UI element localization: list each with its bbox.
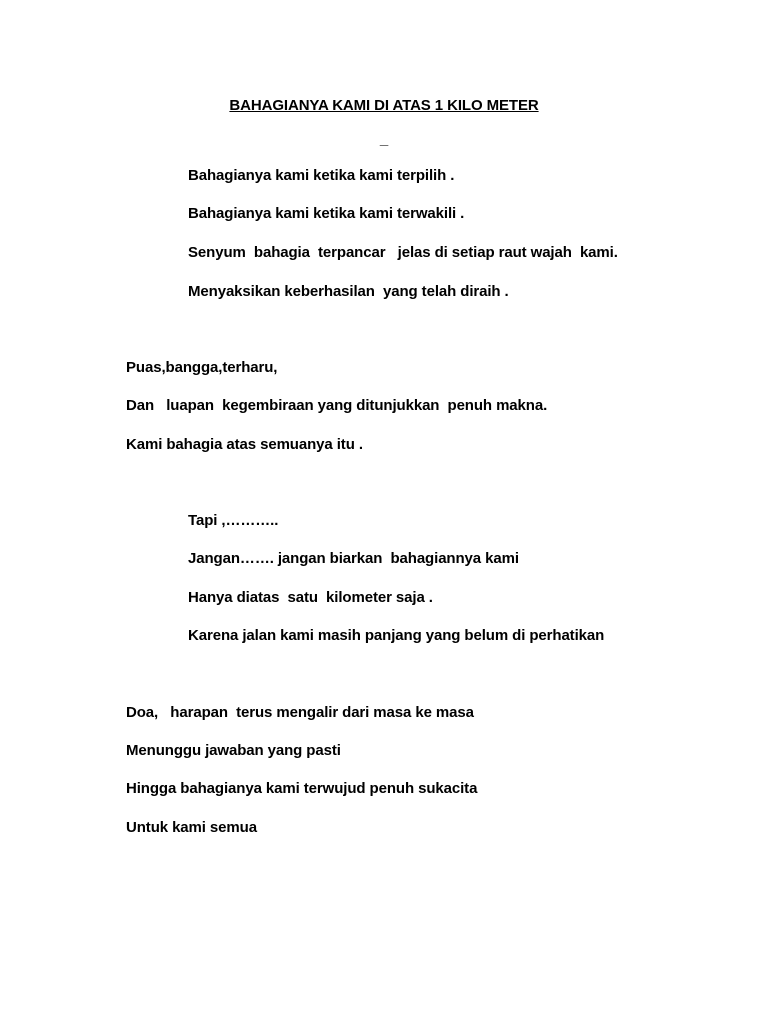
stanza1-line-1: Bahagianya kami ketika kami terpilih .: [188, 167, 455, 184]
stanza4-line-2: Menunggu jawaban yang pasti: [126, 742, 341, 759]
document-title: BAHAGIANYA KAMI DI ATAS 1 KILO METER: [229, 97, 539, 114]
stanza4-line-4: Untuk kami semua: [126, 819, 257, 836]
stanza3-line-2: Jangan……. jangan biarkan bahagiannya kami: [188, 550, 519, 567]
stanza1-line-2: Bahagianya kami ketika kami terwakili .: [188, 205, 465, 222]
stanza2-line-2: Dan luapan kegembiraan yang ditunjukkan penuh makna.: [126, 397, 548, 414]
stanza4-line-3: Hingga bahagianya kami terwujud penuh sukacita: [126, 780, 478, 797]
stanza4-line-1: Doa, harapan terus mengalir dari masa ke masa: [126, 704, 474, 721]
stanza2-line-1: Puas,bangga,terharu,: [126, 359, 278, 376]
stanza1-line-4: Menyaksikan keberhasilan yang telah diraih .: [188, 283, 509, 300]
stanza3-line-4: Karena jalan kami masih panjang yang belum di perhatikan: [188, 627, 605, 644]
title-separator: _: [379, 131, 389, 148]
stanza3-line-1: Tapi ,………..: [188, 512, 279, 529]
stanza2-line-3: Kami bahagia atas semuanya itu .: [126, 436, 363, 453]
stanza3-line-3: Hanya diatas satu kilometer saja .: [188, 589, 433, 606]
stanza1-line-3: Senyum bahagia terpancar jelas di setiap raut wajah kami.: [188, 244, 618, 261]
